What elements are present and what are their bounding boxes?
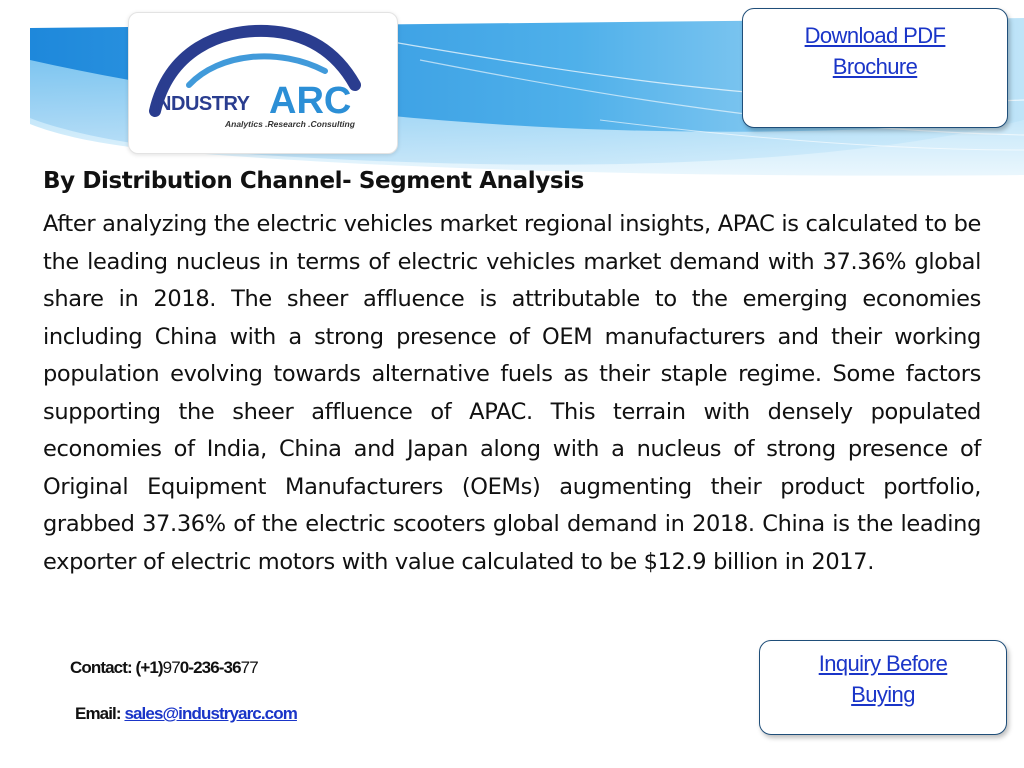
logo-brand-suffix: ARC — [269, 80, 352, 122]
email-link[interactable]: sales@industryarc.com — [124, 704, 297, 723]
logo-brand-prefix: INDUSTRY — [152, 93, 250, 115]
email-line — [75, 704, 297, 724]
inquiry-before-buying-link[interactable]: Inquiry Before Buying — [818, 650, 948, 707]
contact-label: Contact: (+1) — [70, 658, 163, 677]
section-body: After analyzing the electric vehicles market regional insights, APAC is calculated to be the leading nucleus in terms of electric vehicles market demand with 37.36% global share in 2018. The sheer affluence is attributable to the emerging economies including China with a strong presence of OEM manufacturers and their working population evolving towards alternative fuels as their staple regime. Some factors supporting the sheer affluence of APAC. This terrain with densely populated economies of India, China and Japan along with a nucleus of strong presence of Original Equipment Manufacturers (OEMs) augmenting their product portfolio, grabbed 37.36% of the electric scooters global demand in 2018. China is the leading exporter of electric motors with value calculated to be $12.9 billion in 2017. — [43, 211, 981, 575]
logo-arc-graphic — [129, 13, 397, 153]
inquiry-box[interactable] — [759, 640, 1007, 735]
logo-tagline: Analytics .Research .Consulting — [225, 119, 355, 129]
section-title: By Distribution Channel- Segment Analysis — [43, 168, 584, 194]
contact-number-bold: 0-236-36 — [179, 658, 241, 677]
industryarc-logo — [128, 12, 398, 154]
email-label: Email: — [75, 704, 121, 723]
contact-number-prefix: 97 — [162, 658, 180, 677]
download-pdf-box[interactable] — [742, 8, 1008, 128]
contact-number-suffix: 77 — [240, 658, 258, 677]
contact-line — [70, 658, 258, 678]
download-pdf-link[interactable]: Download PDF Brochure — [804, 23, 946, 79]
